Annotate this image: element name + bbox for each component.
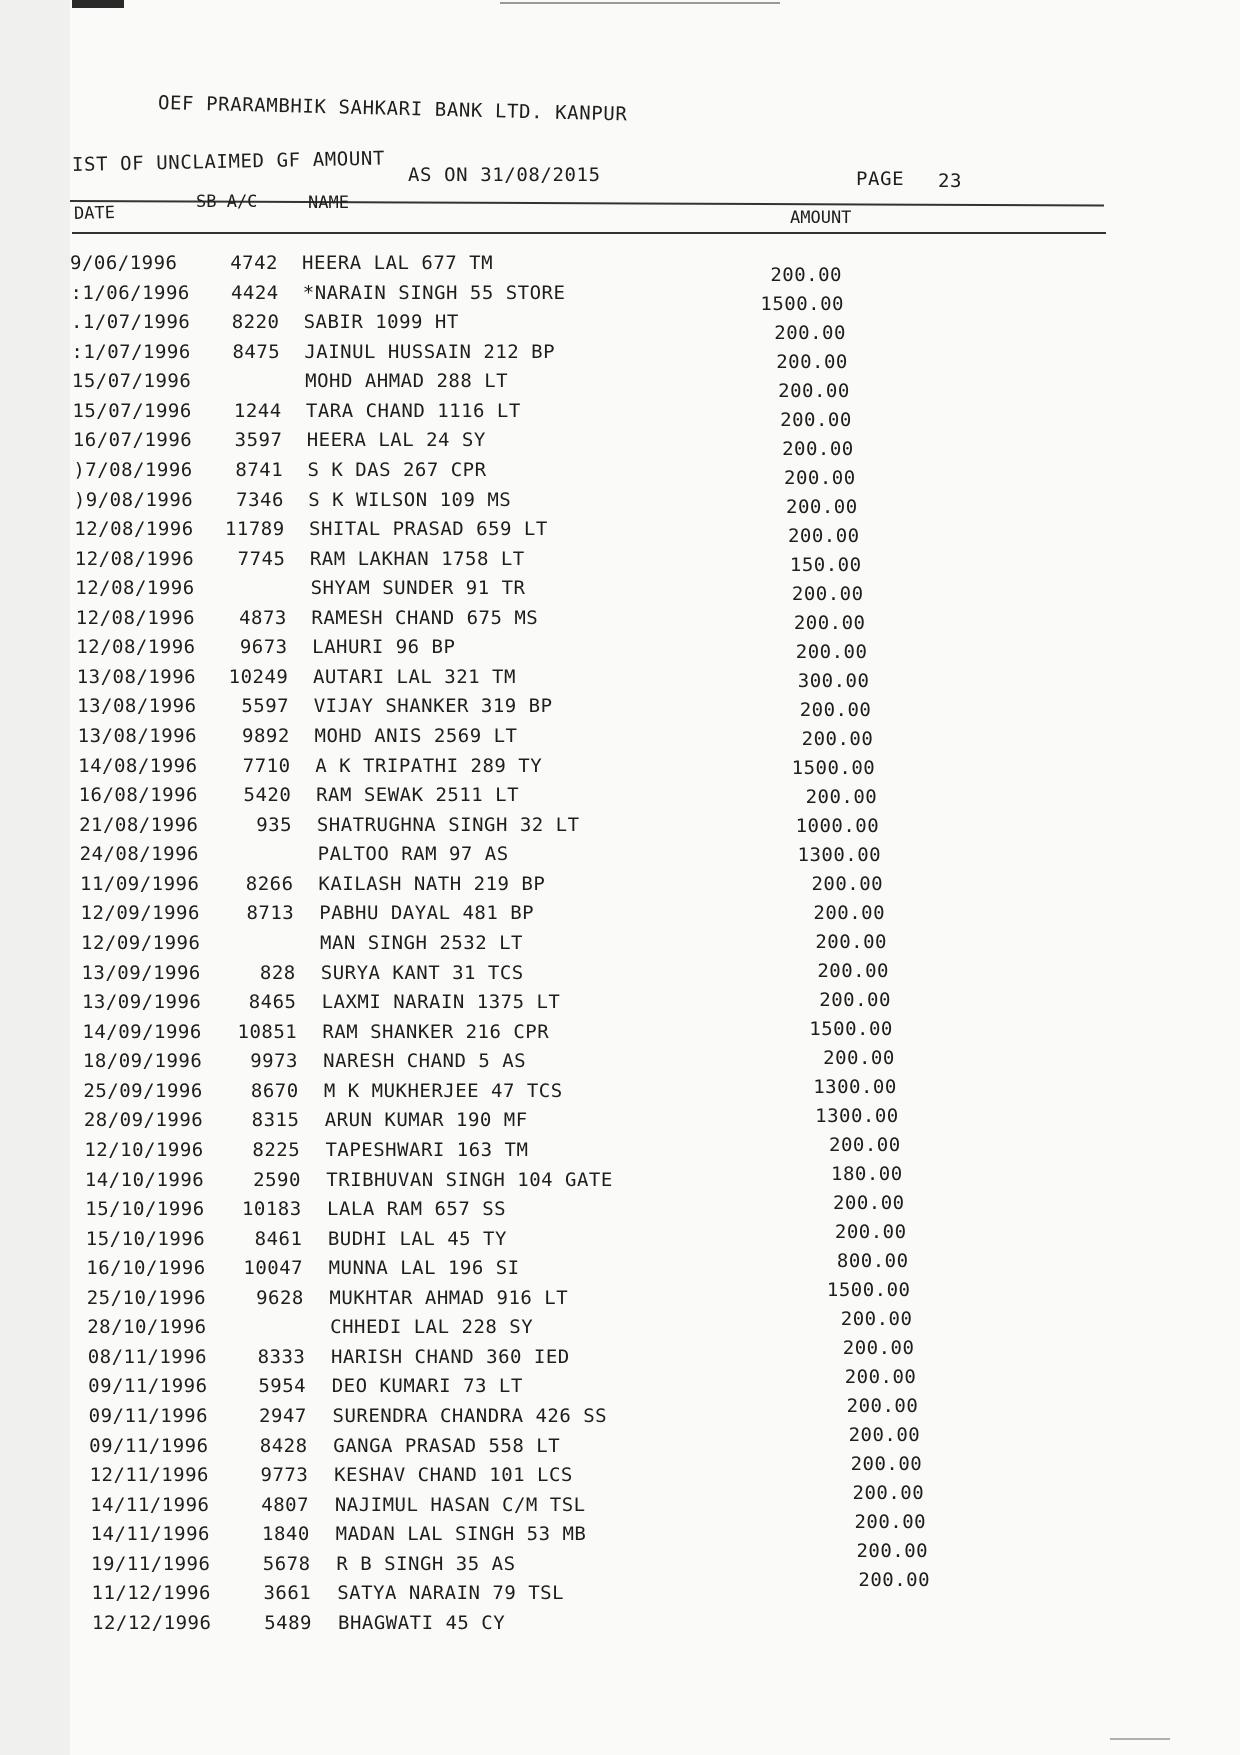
table-row xyxy=(0,1337,1240,1376)
row-name: MAN SINGH 2532 LT xyxy=(320,932,523,954)
row-date: 12/08/1996 xyxy=(76,636,196,659)
row-name: TARA CHAND 1116 LT xyxy=(305,399,521,422)
row-date: 11/12/1996 xyxy=(91,1582,211,1605)
row-name: VIJAY SHANKER 319 BP xyxy=(313,695,553,718)
row-sb-account: 11789 xyxy=(224,518,285,541)
row-sb-account: 935 xyxy=(256,813,293,836)
row-date: 25/10/1996 xyxy=(86,1286,207,1309)
row-date: 24/08/1996 xyxy=(79,843,199,866)
row-sb-account: 5954 xyxy=(258,1375,307,1398)
table-row xyxy=(0,1163,1240,1199)
row-date: 13/08/1996 xyxy=(76,665,197,688)
table-row xyxy=(0,873,1240,903)
row-date: 13/08/1996 xyxy=(77,695,197,718)
table-row xyxy=(0,1047,1240,1080)
row-date: 12/11/1996 xyxy=(89,1464,209,1487)
row-name: SHYAM SUNDER 91 TR xyxy=(310,577,526,600)
table-row xyxy=(0,991,1240,1021)
table-row xyxy=(0,725,1240,755)
table-row xyxy=(0,1366,1240,1405)
row-date: .1/07/1996 xyxy=(70,311,191,334)
table-row xyxy=(0,370,1240,400)
row-date: 28/09/1996 xyxy=(83,1109,204,1132)
row-sb-account: 9773 xyxy=(260,1464,309,1487)
row-sb-account: 7710 xyxy=(242,754,291,777)
row-date: 9/06/1996 xyxy=(70,252,178,274)
row-date: 16/08/1996 xyxy=(78,784,198,807)
row-name: HEERA LAL 677 TM xyxy=(302,252,494,274)
row-date: 15/07/1996 xyxy=(72,399,192,422)
row-name: NAJIMUL HASAN C/M TSL xyxy=(334,1493,586,1516)
row-amount: 200.00 xyxy=(819,989,891,1011)
list-title: IST OF UNCLAIMED GF AMOUNT xyxy=(71,147,386,176)
row-name: RAM SEWAK 2511 LT xyxy=(316,784,520,807)
row-amount: 200.00 xyxy=(805,785,878,808)
row-sb-account: 8461 xyxy=(254,1227,303,1250)
row-amount: 200.00 xyxy=(770,264,842,286)
row-amount: 200.00 xyxy=(848,1424,921,1446)
row-amount: 200.00 xyxy=(774,321,846,344)
row-amount: 1500.00 xyxy=(826,1279,911,1301)
row-name: KESHAV CHAND 101 LCS xyxy=(334,1464,573,1487)
table-row xyxy=(0,489,1240,519)
row-name: SURENDRA CHANDRA 426 SS xyxy=(332,1405,608,1428)
table-row xyxy=(0,1192,1240,1228)
row-name: TRIBHUVAN SINGH 104 GATE xyxy=(326,1168,613,1191)
row-date: 15/10/1996 xyxy=(85,1198,205,1221)
row-name: MUNNA LAL 196 SI xyxy=(328,1257,520,1280)
table-row xyxy=(0,784,1240,814)
row-name: HEERA LAL 24 SY xyxy=(306,429,486,452)
row-name: PABHU DAYAL 481 BP xyxy=(319,902,535,925)
row-amount: 200.00 xyxy=(840,1308,913,1330)
scan-corner-mark xyxy=(72,0,124,8)
row-sb-account: 8225 xyxy=(252,1138,301,1161)
row-name: NARESH CHAND 5 AS xyxy=(323,1050,527,1073)
row-sb-account: 8220 xyxy=(231,311,280,334)
table-row xyxy=(0,518,1240,548)
row-amount: 200.00 xyxy=(778,379,850,402)
row-amount: 1300.00 xyxy=(813,1076,897,1098)
header-bottom-rule xyxy=(72,232,1106,234)
row-date: 14/11/1996 xyxy=(90,1523,210,1546)
row-sb-account: 8713 xyxy=(246,902,295,925)
row-sb-account: 8475 xyxy=(232,340,281,363)
row-amount: 200.00 xyxy=(850,1453,923,1475)
row-date: 28/10/1996 xyxy=(87,1316,207,1339)
page-number: 23 xyxy=(938,170,963,192)
table-row xyxy=(0,341,1240,371)
row-date: 09/11/1996 xyxy=(88,1405,209,1428)
row-sb-account: 1840 xyxy=(262,1523,310,1546)
row-date: 19/11/1996 xyxy=(91,1552,211,1575)
row-amount: 1500.00 xyxy=(760,292,844,315)
row-amount: 200.00 xyxy=(813,902,886,924)
row-amount: 1500.00 xyxy=(809,1018,893,1040)
table-row xyxy=(0,843,1240,873)
row-name: KAILASH NATH 219 BP xyxy=(318,872,546,895)
row-name: RAMESH CHAND 675 MS xyxy=(311,606,539,629)
row-amount: 200.00 xyxy=(852,1482,925,1504)
row-date: 12/08/1996 xyxy=(74,518,194,541)
table-row xyxy=(0,1453,1240,1494)
row-name: RAM SHANKER 216 CPR xyxy=(322,1020,550,1043)
row-sb-account: 8465 xyxy=(248,991,297,1014)
row-sb-account: 828 xyxy=(259,961,296,984)
row-sb-account: 9892 xyxy=(242,725,290,748)
row-amount: 200.00 xyxy=(782,437,854,460)
row-amount: 150.00 xyxy=(789,553,862,576)
row-amount: 200.00 xyxy=(829,1134,901,1156)
table-row xyxy=(0,932,1240,962)
row-sb-account: 10047 xyxy=(243,1257,304,1280)
row-date: )9/08/1996 xyxy=(73,488,194,511)
row-name: GANGA PRASAD 558 LT xyxy=(333,1434,561,1457)
row-amount: 200.00 xyxy=(795,640,868,663)
row-date: 12/08/1996 xyxy=(75,577,195,600)
row-date: 09/11/1996 xyxy=(89,1434,209,1457)
row-date: 16/10/1996 xyxy=(86,1257,206,1280)
row-sb-account: 5420 xyxy=(243,784,292,807)
column-header-sb-ac: SB A/C xyxy=(196,192,258,212)
row-name: HARISH CHAND 360 IED xyxy=(330,1345,570,1368)
row-name: AUTARI LAL 321 TM xyxy=(312,665,516,688)
table-row xyxy=(0,1511,1240,1553)
table-row xyxy=(0,1279,1240,1317)
row-date: 12/08/1996 xyxy=(75,606,196,629)
row-sb-account: 8333 xyxy=(257,1345,306,1368)
row-date: 21/08/1996 xyxy=(79,813,199,836)
row-sb-account: 7346 xyxy=(236,488,284,511)
row-sb-account: 1244 xyxy=(233,399,282,422)
row-name: BUDHI LAL 45 TY xyxy=(327,1227,507,1250)
row-sb-account: 2590 xyxy=(253,1168,301,1191)
row-sb-account: 8266 xyxy=(245,872,294,895)
row-name: SHATRUGHNA SINGH 32 LT xyxy=(316,813,580,836)
table-row xyxy=(0,814,1240,844)
table-row xyxy=(0,459,1240,489)
table-row xyxy=(0,1076,1240,1110)
table-row xyxy=(0,666,1240,696)
row-amount: 200.00 xyxy=(846,1395,919,1417)
table-row xyxy=(0,311,1240,344)
row-date: 25/09/1996 xyxy=(83,1079,203,1102)
table-row xyxy=(0,1221,1240,1258)
row-date: 14/11/1996 xyxy=(90,1493,210,1516)
row-amount: 200.00 xyxy=(834,1221,907,1243)
row-date: 14/09/1996 xyxy=(82,1020,202,1043)
row-date: 15/07/1996 xyxy=(71,370,192,393)
table-row xyxy=(0,902,1240,932)
table-row xyxy=(0,962,1240,992)
row-name: LAHURI 96 BP xyxy=(312,636,456,659)
row-date: 13/09/1996 xyxy=(81,991,202,1014)
row-amount: 200.00 xyxy=(811,872,884,895)
row-name: CHHEDI LAL 228 SY xyxy=(330,1316,534,1339)
row-name: R B SINGH 35 AS xyxy=(336,1552,516,1575)
row-name: S K DAS 267 CPR xyxy=(307,458,487,481)
row-sb-account: 8315 xyxy=(251,1109,300,1132)
row-name: TAPESHWARI 163 TM xyxy=(325,1138,529,1161)
page-label: PAGE xyxy=(856,168,905,190)
row-amount: 180.00 xyxy=(831,1163,903,1185)
row-amount: 200.00 xyxy=(832,1192,905,1214)
row-amount: 200.00 xyxy=(784,466,856,489)
row-amount: 1500.00 xyxy=(791,756,876,779)
bank-name-heading: OEF PRARAMBHIK SAHKARI BANK LTD. KANPUR xyxy=(157,92,628,126)
row-amount: 1300.00 xyxy=(815,1105,899,1127)
row-name: MOHD ANIS 2569 LT xyxy=(314,725,518,748)
row-sb-account: 3661 xyxy=(263,1582,312,1605)
table-row xyxy=(0,636,1240,666)
row-name: PALTOO RAM 97 AS xyxy=(317,843,509,866)
row-amount: 200.00 xyxy=(791,582,864,605)
row-sb-account: 8428 xyxy=(259,1434,308,1457)
table-row xyxy=(0,607,1240,637)
table-row xyxy=(0,695,1240,725)
row-name: A K TRIPATHI 289 TY xyxy=(315,754,543,777)
table-row xyxy=(0,400,1240,430)
row-name: LAXMI NARAIN 1375 LT xyxy=(321,991,561,1014)
row-date: 12/10/1996 xyxy=(84,1138,204,1161)
row-name: JAINUL HUSSAIN 212 BP xyxy=(304,340,556,363)
row-date: 14/10/1996 xyxy=(84,1168,205,1191)
row-sb-account: 4424 xyxy=(230,281,279,304)
row-name: SATYA NARAIN 79 TSL xyxy=(337,1582,565,1605)
as-on-date: AS ON 31/08/2015 xyxy=(408,164,601,186)
row-name: DEO KUMARI 73 LT xyxy=(331,1375,523,1398)
row-date: 08/11/1996 xyxy=(87,1345,208,1368)
row-sb-account: 9628 xyxy=(256,1286,304,1309)
column-header-amount: AMOUNT xyxy=(790,208,852,228)
row-sb-account: 10851 xyxy=(237,1020,298,1043)
row-date: 11/09/1996 xyxy=(80,872,200,895)
row-amount: 200.00 xyxy=(823,1047,895,1069)
row-amount: 200.00 xyxy=(854,1511,927,1533)
table-row xyxy=(0,1540,1240,1583)
row-sb-account: 4873 xyxy=(239,606,287,629)
row-sb-account: 7745 xyxy=(237,547,286,570)
row-date: 13/09/1996 xyxy=(81,961,201,984)
table-row xyxy=(0,1105,1240,1139)
row-sb-account: 4807 xyxy=(261,1493,310,1516)
row-amount: 200.00 xyxy=(815,931,887,953)
row-date: :1/06/1996 xyxy=(70,281,190,304)
row-sb-account: 5678 xyxy=(262,1552,311,1575)
row-sb-account: 2947 xyxy=(259,1405,307,1428)
table-row xyxy=(0,548,1240,578)
row-date: )7/08/1996 xyxy=(73,458,193,481)
table-row xyxy=(0,1424,1240,1465)
table-row xyxy=(0,577,1240,607)
row-sb-account: 5597 xyxy=(241,695,290,718)
row-sb-account: 5489 xyxy=(264,1612,312,1634)
row-date: :1/07/1996 xyxy=(71,340,191,363)
row-name: BHAGWATI 45 CY xyxy=(338,1612,506,1634)
row-sb-account: 3597 xyxy=(234,429,283,452)
table-row xyxy=(0,1395,1240,1435)
row-amount: 200.00 xyxy=(776,350,848,373)
table-row xyxy=(0,1250,1240,1287)
row-sb-account: 9973 xyxy=(250,1050,298,1073)
row-name: *NARAIN SINGH 55 STORE xyxy=(302,281,566,304)
row-name: SHITAL PRASAD 659 LT xyxy=(309,518,548,541)
row-date: 09/11/1996 xyxy=(88,1375,208,1398)
row-amount: 200.00 xyxy=(780,408,852,431)
row-date: 18/09/1996 xyxy=(82,1050,203,1073)
row-amount: 200.00 xyxy=(787,524,860,547)
row-amount: 800.00 xyxy=(836,1250,909,1272)
row-name: LALA RAM 657 SS xyxy=(327,1198,507,1221)
row-name: M K MUKHERJEE 47 TCS xyxy=(323,1079,563,1102)
row-amount: 1000.00 xyxy=(795,814,880,837)
row-amount: 200.00 xyxy=(842,1337,915,1359)
row-name: SURYA KANT 31 TCS xyxy=(320,961,524,984)
table-row xyxy=(0,1482,1240,1524)
row-name: MUKHTAR AHMAD 916 LT xyxy=(329,1286,569,1309)
row-date: 13/08/1996 xyxy=(77,725,198,748)
row-amount: 200.00 xyxy=(793,611,866,634)
row-date: 12/12/1996 xyxy=(92,1612,212,1634)
row-amount: 200.00 xyxy=(858,1569,931,1591)
column-header-date: DATE xyxy=(73,202,116,224)
row-sb-account: 10183 xyxy=(241,1198,302,1221)
row-date: 15/10/1996 xyxy=(85,1227,206,1250)
row-amount: 200.00 xyxy=(799,698,872,721)
row-sb-account: 8741 xyxy=(235,458,284,481)
column-header-name: NAME xyxy=(308,193,349,213)
table-row xyxy=(0,755,1240,785)
row-date: 16/07/1996 xyxy=(72,429,193,452)
row-date: 12/08/1996 xyxy=(74,547,195,570)
table-row xyxy=(0,1018,1240,1051)
row-amount: 200.00 xyxy=(817,960,889,982)
table-row xyxy=(0,281,1240,315)
row-name: S K WILSON 109 MS xyxy=(308,488,512,511)
row-amount: 1300.00 xyxy=(797,843,882,866)
table-row xyxy=(0,429,1240,459)
row-sb-account: 10249 xyxy=(228,665,289,688)
row-name: RAM LAKHAN 1758 LT xyxy=(309,547,525,570)
row-amount: 200.00 xyxy=(786,495,858,518)
table-row xyxy=(0,252,1240,286)
row-name: MOHD AHMAD 288 LT xyxy=(305,370,509,393)
row-amount: 300.00 xyxy=(797,669,870,692)
row-sb-account: 4742 xyxy=(230,252,278,274)
row-date: 12/09/1996 xyxy=(80,902,200,925)
row-name: SABIR 1099 HT xyxy=(303,311,459,334)
table-row xyxy=(0,1308,1240,1346)
row-name: ARUN KUMAR 190 MF xyxy=(324,1109,528,1132)
table-row xyxy=(0,1612,1240,1642)
row-name: MADAN LAL SINGH 53 MB xyxy=(335,1523,587,1546)
row-date: 14/08/1996 xyxy=(78,754,198,777)
table-row xyxy=(0,1569,1240,1612)
row-amount: 200.00 xyxy=(844,1366,917,1388)
top-faint-rule xyxy=(500,2,780,4)
row-date: 12/09/1996 xyxy=(81,932,201,954)
row-sb-account: 9673 xyxy=(239,636,288,659)
row-amount: 200.00 xyxy=(801,727,874,750)
bottom-scan-mark xyxy=(1110,1738,1170,1740)
row-sb-account: 8670 xyxy=(250,1079,299,1102)
table-row xyxy=(0,1134,1240,1169)
row-amount: 200.00 xyxy=(856,1540,929,1562)
